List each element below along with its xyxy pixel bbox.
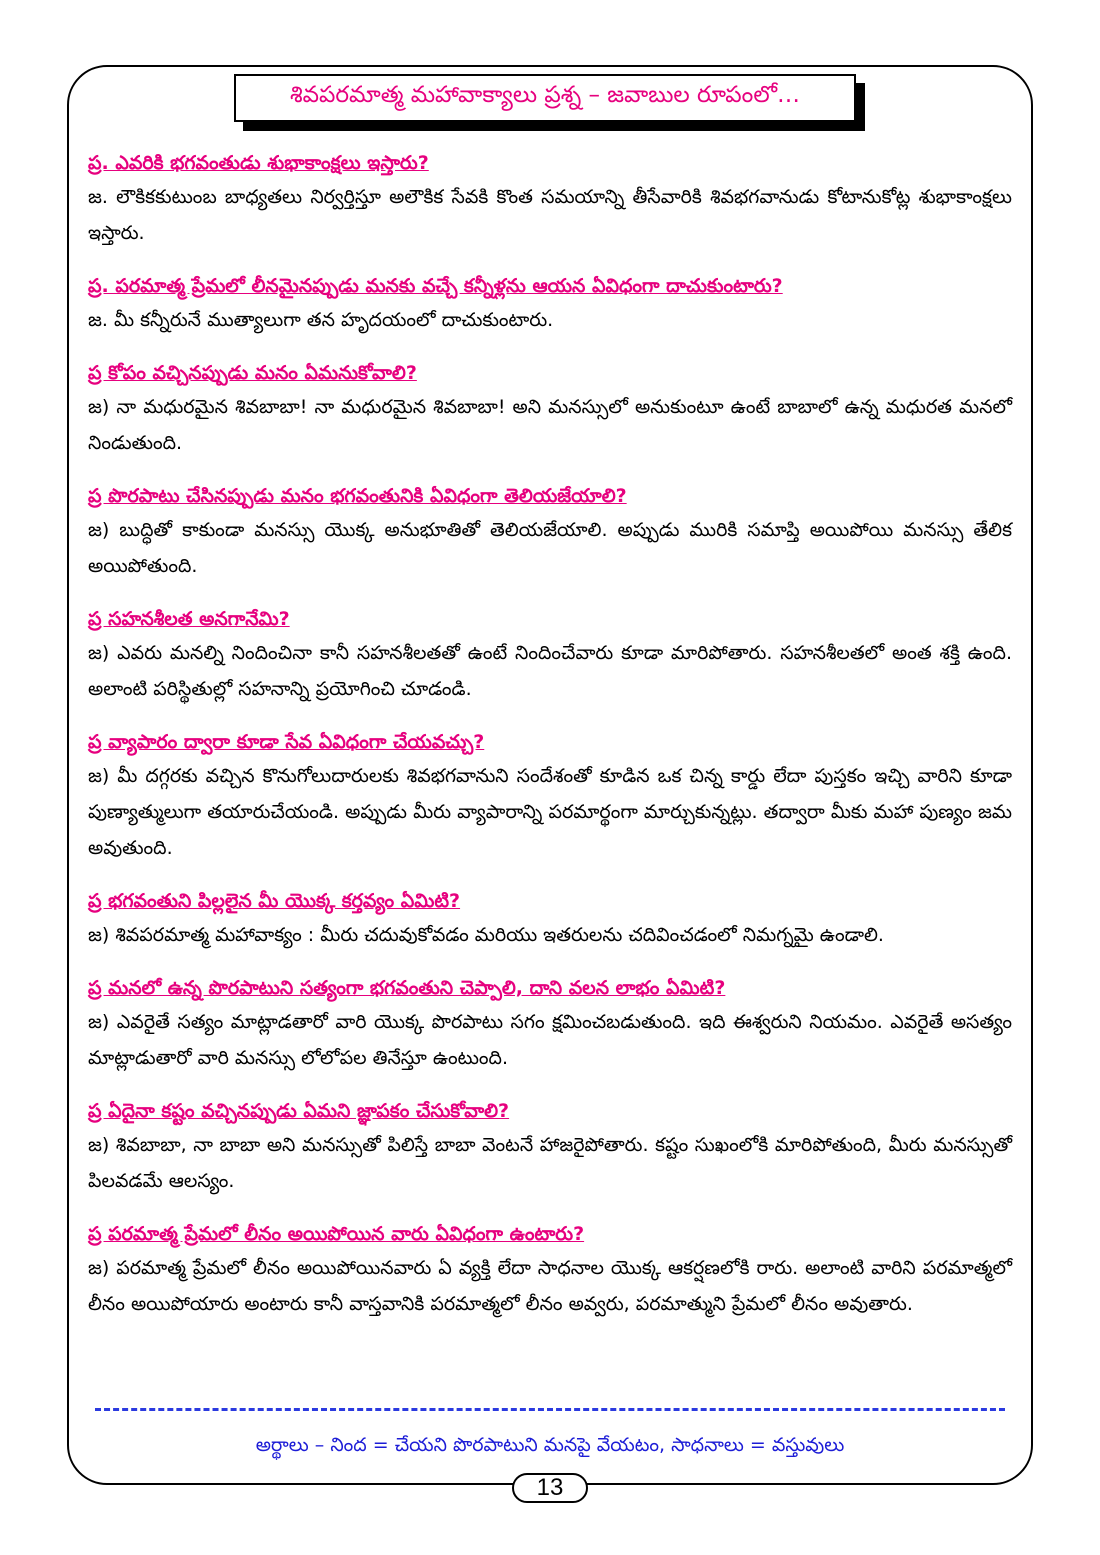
- question: ప్ర భగవంతుని పిల్లలైన మీ యొక్క కర్తవ్యం ఏమిటి?: [88, 890, 461, 912]
- qa-item: [88, 886, 1012, 953]
- question: ప్ర పరమాత్మ ప్రేమలో లీనం అయిపోయిన వారు ఏవిధంగా ఉంటారు?: [88, 1223, 585, 1245]
- question: ప్ర కోపం వచ్చినప్పుడు మనం ఏమనుకోవాలి?: [88, 362, 417, 384]
- qa-item: [88, 727, 1012, 866]
- qa-item: [88, 358, 1012, 461]
- qa-item: [88, 148, 1012, 251]
- meanings-footnote: అర్థాలు – నింద = చేయని పొరపాటుని మనపై వేయటం, సాధనాలు = వస్తువులు: [255, 1434, 845, 1456]
- answer: జ. లౌకికకుటుంబ బాధ్యతలు నిర్వర్తిస్తూ అలౌకిక సేవకి కొంత సమయాన్ని తీసేవారికి శివభగవానుడు కోటానుకోట్ల శుభాకాంక్షలు ఇస్తారు.: [88, 186, 1012, 244]
- qa-item: [88, 604, 1012, 707]
- question: ప్ర. పరమాత్మ ప్రేమలో లీనమైనప్పుడు మనకు వచ్చే కన్నీళ్లను ఆయన ఏవిధంగా దాచుకుంటారు?: [88, 275, 783, 297]
- qa-list: [88, 148, 1012, 1342]
- answer: జ) మీ దగ్గరకు వచ్చిన కొనుగోలుదారులకు శివభగవానుని సందేశంతో కూడిన ఒక చిన్న కార్డు లేదా పుస్తకం ఇచ్చి వారిని కూడా పుణ్యాత్ములుగా తయారుచేయండి. అప్పుడు మీరు వ్యాపారాన్ని పరమార్థంగా మార్చుకున్నట్లు. తద్వారా మీకు మహా పుణ్యం జమ అవుతుంది.: [88, 765, 1012, 859]
- page-number: 13: [512, 1473, 588, 1503]
- question: ప్ర మనలో ఉన్న పొరపాటుని సత్యంగా భగవంతుని చెప్పాలి, దాని వలన లాభం ఏమిటి?: [88, 977, 726, 999]
- answer: జ. మీ కన్నీరునే ముత్యాలుగా తన హృదయంలో దాచుకుంటారు.: [88, 309, 554, 331]
- qa-item: [88, 973, 1012, 1076]
- page-title: శివపరమాత్మ మహావాక్యాలు ప్రశ్న – జవాబుల రూపంలో…: [234, 74, 856, 122]
- title-box: [234, 74, 866, 132]
- question: ప్ర సహనశీలత అనగానేమి?: [88, 608, 290, 630]
- qa-item: [88, 1096, 1012, 1199]
- question: ప్ర పొరపాటు చేసినప్పుడు మనం భగవంతునికి ఏవిధంగా తెలియజేయాలి?: [88, 485, 627, 507]
- answer: జ) ఎవరైతే సత్యం మాట్లాడతారో వారి యొక్క పొరపాటు సగం క్షమించబడుతుంది. ఇది ఈశ్వరుని నియమం. ఎవరైతే అసత్యం మాట్లాడుతారో వారి మనస్సు లోలోపల తినేస్తూ ఉంటుంది.: [88, 1011, 1012, 1069]
- question: ప్ర. ఎవరికి భగవంతుడు శుభాకాంక్షలు ఇస్తారు?: [88, 152, 429, 174]
- answer: జ) నా మధురమైన శివబాబా! నా మధురమైన శివబాబా! అని మనస్సులో అనుకుంటూ ఉంటే బాబాలో ఉన్న మధురత మనలో నిండుతుంది.: [88, 396, 1012, 454]
- qa-item: [88, 481, 1012, 584]
- answer: జ) బుద్ధితో కాకుండా మనస్సు యొక్క అనుభూతితో తెలియజేయాలి. అప్పుడు మురికి సమాప్తి అయిపోయి మనస్సు తేలిక అయిపోతుంది.: [88, 519, 1012, 577]
- question: ప్ర ఏదైనా కష్టం వచ్చినప్పుడు ఏమని జ్ఞాపకం చేసుకోవాలి?: [88, 1100, 510, 1122]
- question: ప్ర వ్యాపారం ద్వారా కూడా సేవ ఏవిధంగా చేయవచ్చు?: [88, 731, 485, 753]
- qa-item: [88, 1219, 1012, 1322]
- answer: జ) ఎవరు మనల్ని నిందించినా కానీ సహనశీలతతో ఉంటే నిందించేవారు కూడా మారిపోతారు. సహనశీలతలో అంత శక్తి ఉంది. అలాంటి పరిస్థితుల్లో సహనాన్ని ప్రయోగించి చూడండి.: [88, 642, 1012, 700]
- dashed-divider: [95, 1408, 1005, 1411]
- answer: జ) శివబాబా, నా బాబా అని మనస్సుతో పిలిస్తే బాబా వెంటనే హాజరైపోతారు. కష్టం సుఖంలోకి మారిపోతుంది, మీరు మనస్సుతో పిలవడమే ఆలస్యం.: [88, 1134, 1012, 1192]
- qa-item: [88, 271, 1012, 338]
- answer: జ) శివపరమాత్మ మహావాక్యం : మీరు చదువుకోవడం మరియు ఇతరులను చదివించడంలో నిమగ్నమై ఉండాలి.: [88, 924, 884, 946]
- answer: జ) పరమాత్మ ప్రేమలో లీనం అయిపోయినవారు ఏ వ్యక్తి లేదా సాధనాల యొక్క ఆకర్షణలోకి రారు. అలాంటి వారిని పరమాత్మలో లీనం అయిపోయారు అంటారు కానీ వాస్తవానికి పరమాత్మలో లీనం అవ్వరు, పరమాత్ముని ప్రేమలో లీనం అవుతారు.: [88, 1257, 1012, 1315]
